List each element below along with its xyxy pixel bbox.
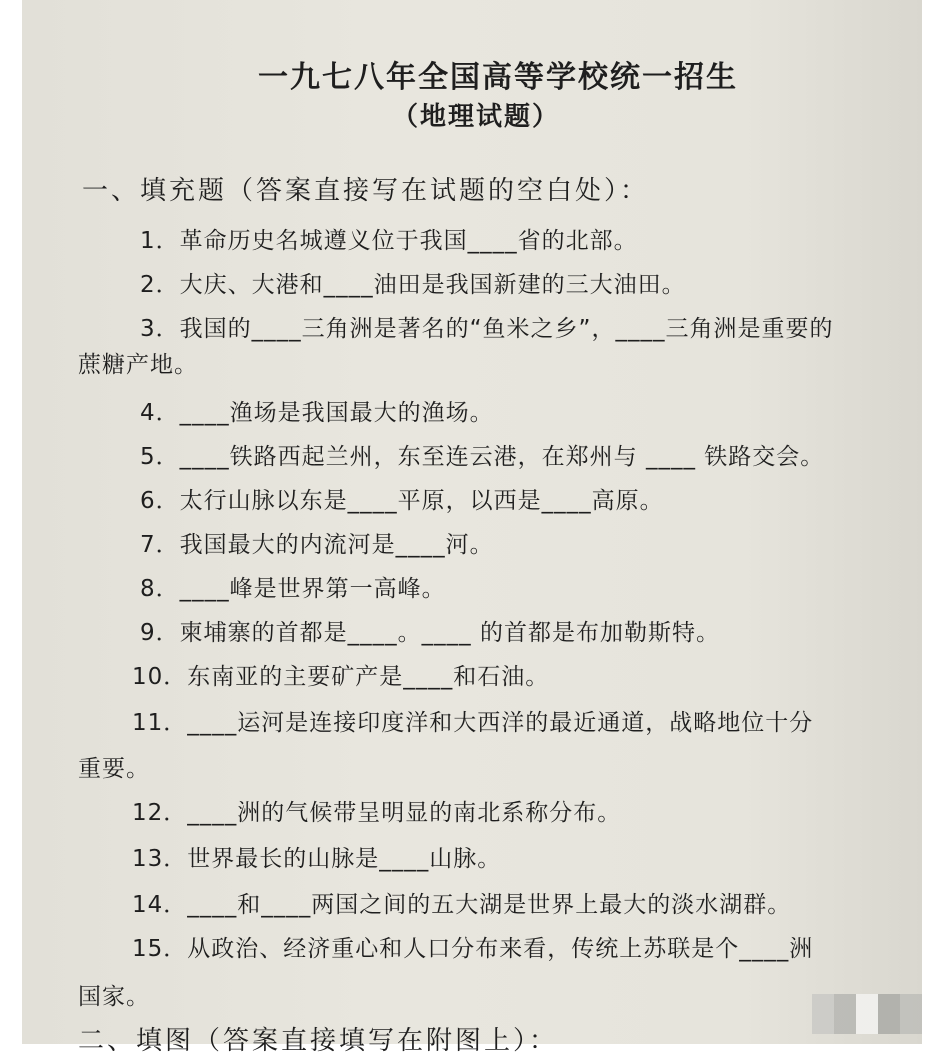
- exam-paper: [22, 0, 922, 1056]
- question-12: 12．____洲的气候带呈明显的南北系称分布。: [132, 800, 622, 826]
- question-9: 9．柬埔寨的首都是____。____ 的首都是布加勒斯特。: [140, 620, 720, 646]
- question-7: 7．我国最大的内流河是____河。: [140, 532, 494, 558]
- question-6: 6．太行山脉以东是____平原，以西是____高原。: [140, 488, 664, 514]
- question-10: 10．东南亚的主要矿产是____和石油。: [132, 664, 550, 690]
- question-3-continued: 蔗糖产地。: [78, 352, 198, 378]
- question-11-continued: 重要。: [78, 756, 150, 782]
- question-5: 5．____铁路西起兰州，东至连云港，在郑州与 ____ 铁路交会。: [140, 444, 825, 470]
- exam-title: 一九七八年全国高等学校统一招生: [258, 60, 738, 95]
- question-8: 8．____峰是世界第一高峰。: [140, 576, 446, 602]
- question-15-continued: 国家。: [78, 984, 150, 1010]
- question-14: 14．____和____两国之间的五大湖是世界上最大的淡水湖群。: [132, 892, 792, 918]
- question-1: 1．革命历史名城遵义位于我国____省的北部。: [140, 228, 638, 254]
- question-3: 3．我国的____三角洲是著名的“鱼米之乡”，____三角洲是重要的: [140, 316, 834, 342]
- question-2: 2．大庆、大港和____油田是我国新建的三大油田。: [140, 272, 686, 298]
- question-4: 4．____渔场是我国最大的渔场。: [140, 400, 494, 426]
- question-11: 11．____运河是连接印度洋和大西洋的最近通道，战略地位十分: [132, 710, 814, 736]
- exam-subtitle: （地理试题）: [392, 102, 561, 132]
- section-2-heading: 二、填图（答案直接填写在附图上）：: [78, 1026, 559, 1056]
- question-13: 13．世界最长的山脉是____山脉。: [132, 846, 502, 872]
- question-15: 15．从政治、经济重心和人口分布来看，传统上苏联是个____洲: [132, 936, 814, 962]
- section-1-heading: 一、填充题（答案直接写在试题的空白处）：: [82, 176, 650, 206]
- pixelated-watermark: [812, 994, 922, 1034]
